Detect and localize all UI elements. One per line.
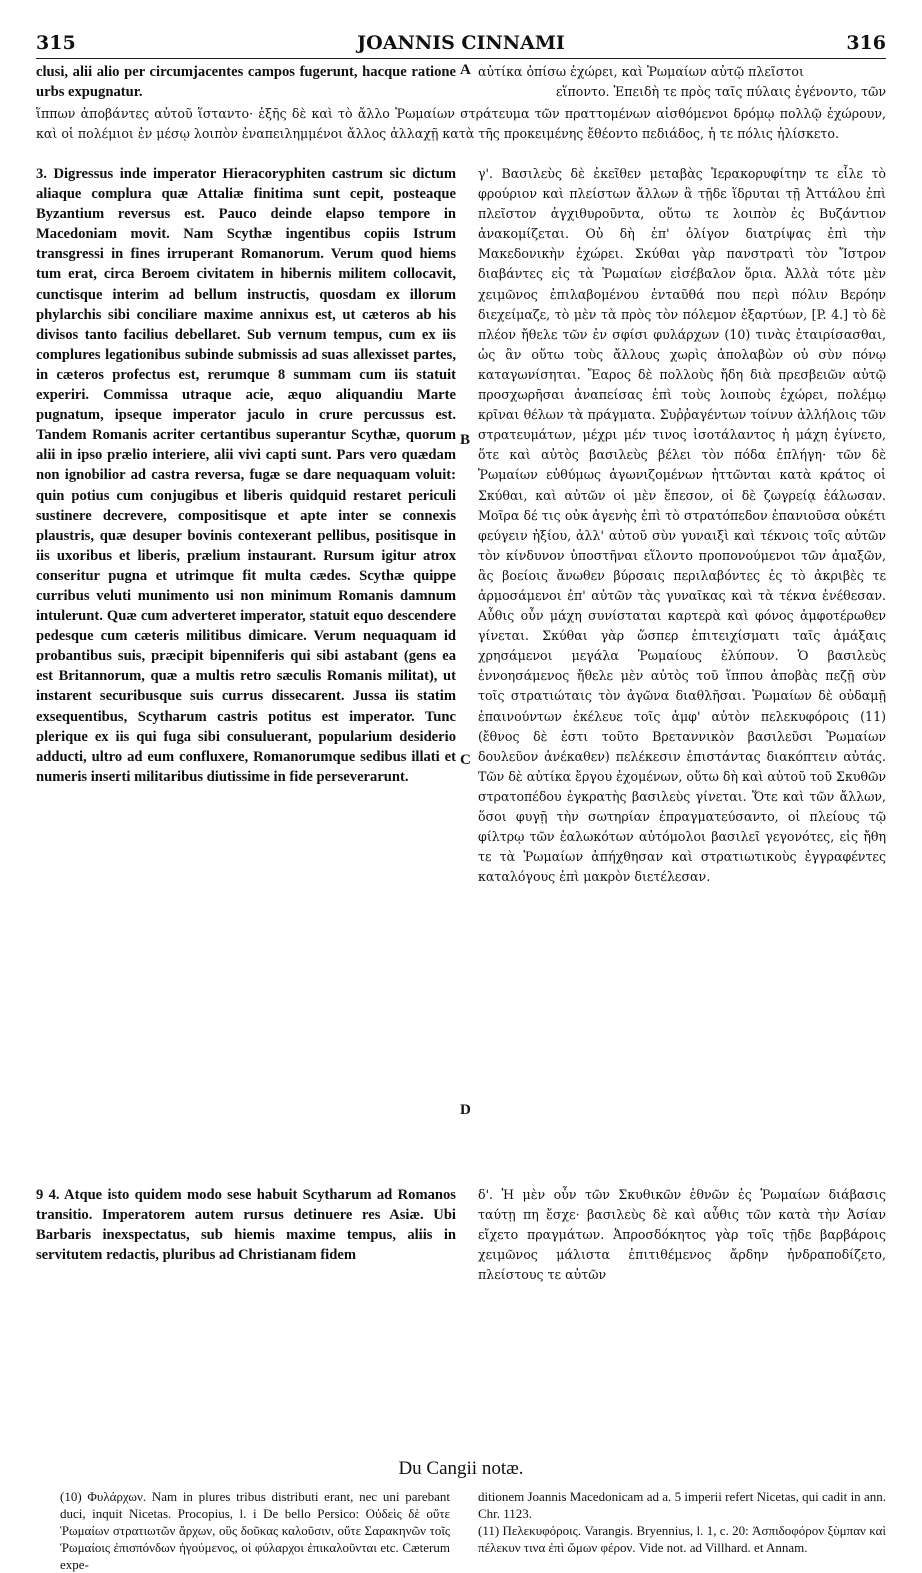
margin-marker-b: B xyxy=(460,432,471,448)
greek-section-4: δ'. Ἡ μὲν οὖν τῶν Σκυθικῶν ἐθνῶν ἐς Ῥωμαίων διάβασις ταύτῃ πη ἔσχε· βασιλεὺς δὲ καὶ αὖθις τῶν κατὰ τὴν Ἀσίαν εἴχετο πραγμάτων. Ἀπροσδόκητος γὰρ τοῖς τῇδε βαρβάροις χειμῶνος μάλιστα ἐπιτιθέμενος ἄρδην ἠνδραποδίζετο, πλείστους τε αὐτῶν xyxy=(478,1187,886,1283)
page-number-left: 315 xyxy=(36,32,76,54)
page-number-right: 316 xyxy=(846,32,886,54)
latin-section-4: 9 4. Atque isto quidem modo sese habuit Scytharum ad Romanos transitio. Imperatorem autem rursus detinuere res Asiæ. Ubi Barbaris inexspectatus, sub hiemis maxime tempus, aliis in servitutem redactis, pluribus ad Christianam fidem xyxy=(36,1187,456,1264)
greek-full-width-text: ἵππων ἀποβάντες αὐτοῦ ἵσταντο· ἑξῆς δὲ καὶ τὸ ἄλλο Ῥωμαίων στράτευμα τῶν πραττομένων αἰσθόμενοι δρόμῳ πολλῷ ἐχώρουν, καὶ οἱ πολέμιοι ἐν μέσῳ λοιπὸν ἐναπειλημμένοι ἄλλος ἀλλαχῇ κατὰ τῆς προκειμένης ἔθέοντο πεδιάδος, ἡ τε πόλις ἡλίσκετο. xyxy=(36,106,886,141)
running-header xyxy=(36,32,886,59)
greek-top-line-1: αὐτίκα ὀπίσω ἐχώρει, καὶ Ῥωμαίων αὐτῷ πλεῖστοι xyxy=(478,64,804,79)
note-11: (11) Πελεκυφόροις. Varangis. Bryennius, l. 1, c. 20: Ἀσπιδοφόρον ξὺμπαν καὶ πέλεκυν τινα ἐπὶ ὤμων φέρον. Vide not. ad Villhard. et Annam. xyxy=(478,1523,886,1555)
margin-marker-d: D xyxy=(460,1102,471,1118)
latin-section-3: 3. Digressus inde imperator Hieracoryphiten castrum sic dictum aliaque complura quæ Attaliæ finitima sunt cepit, posteaque Byzantium reversus est. Pauco deinde elapso tempore in Macedoniam movit. Nam Scythæ ingentibus copiis Istrum transgressi in fines irruperant Romanorum. Verum quod hiems tum erat, circa Beroem civitatem in hibernis militem collocavit, cunctisque interim ad bellum instructis, quosdam ex illorum phylarchis sibi conciliare maxime annixus est, ut cæteros ab his divisos tanto facilius debellaret. Sub vernum tempus, cum ex iis complures legationibus subinde submissis ad suas allexisset partes, in cæteros profectus est, rerumque 8 summam cum iis statuit experiri. Commissa utraque acie, æquo aliquandiu Marte pugnatum, ipseque imperator jaculo in crure percussus est. Tandem Romanis acriter certantibus superantur Scythæ, quorum alii in ipso prælio interiere, alii vivi capti sunt. Pars vero quædam non ignobilior ad castra reversa, fugæ se dare nequaquam voluit: quin potius cum conjugibus et liberis quidquid restaret periculi sustinere decrevere, compositisque et apte inter se connexis plaustris, quæ desuper bovinis contexerant pellibus, positisque in iis uxoribus et liberis, prælium instaurant. Rursum igitur atrox conseritur pugna et utrimque fit multa cædes. Scythæ quippe curribus veluti munimento usi non minimum Romanis damnum intulerunt. Quæ cum adverteret imperator, statuit equo descendere pedesque cum cæteris militibus dimicare. Verum nequaquam id probantibus suis, præcipit bipenniferis qui sibi astabant (gens ea est Britannorum, quæ a multis retro sæculis Romanis militat), ut instarent securibusque suis currus dissecarent. Jussa iis statim exsequentibus, Scytharum castris potitus est imperator. Tunc plerique ex iis qui fuga sibi consuluerant, popularium desiderio adducti, ultro ad eum confluxere, Romanorumque sedibus illati et numeris inserti militaribus diutissime in fide perseverarunt. xyxy=(36,166,456,785)
running-title: JOANNIS CINNAMI xyxy=(357,32,565,54)
latin-top-text: clusi, alii alio per circumjacentes campos fugerunt, hacque ratione urbs expugnatur. xyxy=(36,64,456,101)
note-right-continued: ditionem Joannis Macedonicam ad a. 5 imperii refert Nicetas, qui cadit in ann. Chr. 1123. xyxy=(478,1489,886,1521)
margin-marker-c: C xyxy=(460,752,471,768)
margin-marker-a: A xyxy=(460,62,471,78)
greek-section-3: γ'. Βασιλεὺς δὲ ἐκεῖθεν μεταβὰς Ἱερακορυφίτην τε εἷλε τὸ φρούριον καὶ πλείστων ἄλλων ἃ τῇδε ἵδρυται τῇ Ἀττάλου ἐπὶ πλεῖστον ἀγχιθυροῦντα, οὕτω τε λοιπὸν ἐς Βυζάντιον ἀνακομίζεται. Οὐ δὴ ἐπ' ὀλίγον διατρίψας ἐπὶ τὴν Μακεδονικὴν ἐχώρει. Σκύθαι γὰρ πανστρατὶ τὸν Ἴστρον διαβάντες εἰς τὰ Ῥωμαίων εἰσέβαλον ὅρια. Ἀλλὰ τότε μὲν χειμῶνος ἐπιλαβομένου ἐνταῦθά που περὶ πόλιν Βερόην διεχείμαζε, τὸ μὲν τὰ πρὸς τὸν πόλεμον ἐξαρτύων, [P. 4.] τὸ δὲ πλέον ἤθελε τῶν ἐν σφίσι φυλάρχων (10) τινὰς ἑταιρίσασθαι, ὡς ἂν οὕτω τοὺς ἄλλους χωρὶς ἀπολαβὼν οὐ σὺν πόνῳ καταγωνίσηται. Ἔαρος δὲ πολλοὺς ἤδη διὰ πρεσβειῶν αὐτῷ προσχωρῆσαι ἀναπείσας ἐπὶ τοὺς λοιποὺς ἐχώρει, πολέμῳ κρῖναι θέλων τὰ πράγματα. Συῤῥαγέντων τοίνυν ἀλλήλοις τῶν στρατευμάτων, μέχρι μέν τινος ἰσοτάλαντος ἡ μάχη ἐγίνετο, ὅτε καὶ αὐτὸς βασιλεὺς βέλει τὸν πόδα ἐπλήγη· τῶν δὲ Ῥωμαίων εὐθύμως ἀγωνιζομένων ἡττῶνται κατὰ κράτος οἱ Σκύθαι, καὶ αὐτῶν οἱ μὲν ἔπεσον, οἱ δὲ ζωγρείᾳ ἑάλωσαν. Μοῖρα δέ τις οὐκ ἀγενὴς ἐπὶ τὸ στρατόπεδον ἐπανιοῦσα οὐκέτι φεύγειν ἠξίου, ἀλλ' αὐτοῦ σὺν γυναιξὶ καὶ τέκνοις τοῖς αὐτῶν τὸν κίνδυνον ὑποστῆναι εἵλοντο προπονούμενοι τῶν ἁμαξῶν, ἃς βοείοις ἄνωθεν βύρσαις περιλαβόντες ἐς τὸ ἀκριβὲς τε ἁρμοσάμενοι ἐπ' αὐτῶν τὰς γυναῖκας καὶ τὰ τέκνα ἐνέθεσαν. Αὖθις οὖν μάχη συνίσταται καρτερὰ καὶ φόνος ἀμφοτέρωθεν γίνεται. Σκύθαι γὰρ ὥσπερ ἐπιτειχίσματι ταῖς ἁμάξαις χρησάμενοι μεγάλα Ῥωμαίους ἐλύπουν. Ὁ βασιλεὺς ἐννοησάμενος ἤθελε μὲν αὐτὸς τοῦ ἵππου ἀποβὰς πεζῇ σὺν τοῖς στρατιώταις τὸν ἀγῶνα διαθλῆσαι. Ῥωμαίων δὲ οὐδαμῇ ἐπαινούντων ἐκέλευε τοῖς ἀμφ' αὐτὸν πελεκυφόροις (11) (ἔθνος δὲ ἐστι τοῦτο Βρεταννικὸν βασιλεῦσι Ῥωμαίων δουλεῦον ἀνέκαθεν) πελέκεσιν ἐπιστάντας διακόπτειν αὐτάς. Τῶν δὲ αὐτίκα ἔργου ἐχομένων, οὕτω δὴ καὶ αὐτοῦ τοῦ Σκυθῶν στρατοπέδου ἐγκρατὴς βασιλεὺς γίνεται. Ὅτε καὶ τῶν ἄλλων, ὅσοι φυγῇ τὴν σωτηρίαν ἐπραγματεύσαντο, οἱ πλείους τῷ φίλτρῳ τῶν ἑαλωκότων αὐτόμολοι βασιλεῖ γεγονότες, εἰς ἤθη τε τὰ Ῥωμαίων ἀπήχθησαν καὶ στρατιωτικοὺς ἐγγραφέντες καταλόγους ἐπὶ μακρὸν διετέλεσαν. xyxy=(478,166,886,885)
notes-title: Du Cangii notæ. xyxy=(398,1458,524,1479)
greek-top-line-2: εἵποντο. Ἐπειδὴ τε πρὸς ταῖς πύλαις ἐγένοντο, τῶν xyxy=(556,84,886,99)
note-left: (10) Φυλάρχων. Nam in plures tribus distributi erant, nec uni parebant duci, inquit Nicetas. Procopius, l. i De bello Persico: Οὐδεὶς δὲ οὔτε Ῥωμαίων στρατιωτῶν ἄρχων, οὓς δοῦκας καλοῦσιν, οὔτε Σαρακηνῶν τοῖς Ῥωμαίοις ἐπισπόνδων ἡγούμενος, οἱ φύλαρχοι ἐπικαλοῦνται etc. Cæterum expe- xyxy=(60,1489,450,1572)
